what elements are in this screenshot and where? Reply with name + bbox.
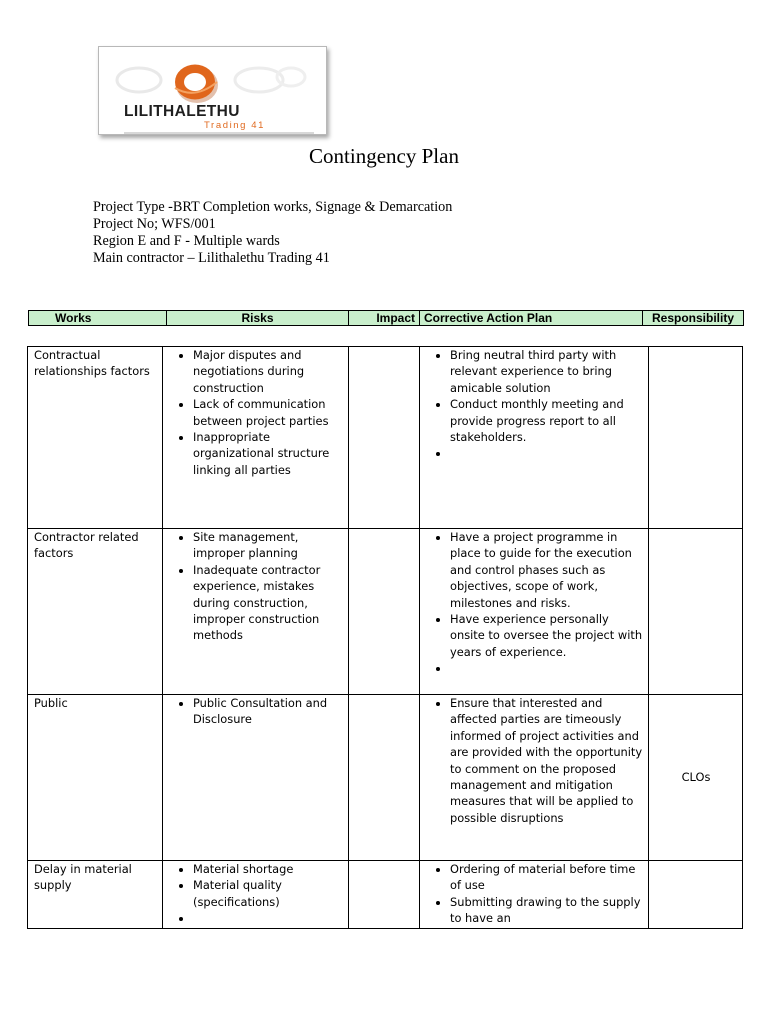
header-works: Works bbox=[29, 311, 167, 326]
table-header bbox=[28, 310, 744, 326]
risk-item: • Inadequate contractor experience, mistakes during construction, improper construction methods bbox=[193, 562, 343, 644]
works-cell: Public bbox=[28, 695, 163, 861]
header-impact: Impact bbox=[349, 311, 420, 326]
risks-cell bbox=[163, 695, 349, 861]
risk-item bbox=[193, 910, 343, 926]
impact-cell bbox=[349, 347, 420, 529]
table-row bbox=[28, 695, 743, 861]
risk-item: • Material shortage bbox=[193, 861, 343, 877]
region-line: Region E and F - Multiple wards bbox=[93, 233, 280, 249]
action-item: • Conduct monthly meeting and provide progress report to all stakeholders. bbox=[450, 396, 643, 445]
table-row bbox=[28, 861, 743, 929]
works-cell: Contractor related factors bbox=[28, 529, 163, 695]
risk-item: • Major disputes and negotiations during construction bbox=[193, 347, 343, 396]
action-item bbox=[450, 660, 643, 676]
contingency-table bbox=[27, 346, 743, 929]
risks-cell bbox=[163, 861, 349, 929]
impact-cell bbox=[349, 695, 420, 861]
risk-item: • Public Consultation and Disclosure bbox=[193, 695, 343, 728]
table-row bbox=[28, 347, 743, 529]
action-item: • Ensure that interested and affected parties are timeously informed of project activities and are provided with the opportunity to comment on the proposed management and mitigation measures that will be applied to possible disruptions bbox=[450, 695, 643, 826]
works-cell: Delay in material supply bbox=[28, 861, 163, 929]
impact-cell bbox=[349, 861, 420, 929]
action-item: • Submitting drawing to the supply to have an bbox=[450, 894, 643, 927]
actions-cell bbox=[420, 695, 649, 861]
action-item: • Have a project programme in place to guide for the execution and control phases such as objectives, scope of work, milestones and risks. bbox=[450, 529, 643, 611]
project-info bbox=[93, 199, 452, 267]
impact-cell bbox=[349, 529, 420, 695]
main-contractor-line: Main contractor – Lilithalethu Trading 41 bbox=[93, 250, 330, 266]
risks-cell bbox=[163, 347, 349, 529]
responsibility-cell bbox=[649, 861, 743, 929]
action-item: • Have experience personally onsite to oversee the project with years of experience. bbox=[450, 611, 643, 660]
header-responsibility: Responsibility bbox=[643, 311, 744, 326]
responsibility-cell bbox=[649, 347, 743, 529]
header-risks: Risks bbox=[167, 311, 349, 326]
risk-item: • Material quality (specifications) bbox=[193, 877, 343, 910]
actions-cell bbox=[420, 861, 649, 929]
risks-cell bbox=[163, 529, 349, 695]
works-cell: Contractual relationships factors bbox=[28, 347, 163, 529]
company-logo bbox=[98, 46, 327, 135]
action-item: • Bring neutral third party with relevant experience to bring amicable solution bbox=[450, 347, 643, 396]
action-item: • Ordering of material before time of use bbox=[450, 861, 643, 894]
header-corrective-action-plan: Corrective Action Plan bbox=[420, 311, 643, 326]
risk-item: • Site management, improper planning bbox=[193, 529, 343, 562]
project-number-line: Project No; WFS/001 bbox=[93, 216, 216, 232]
document-title: Contingency Plan bbox=[309, 144, 459, 168]
responsibility-cell bbox=[649, 529, 743, 695]
actions-cell bbox=[420, 347, 649, 529]
actions-cell bbox=[420, 529, 649, 695]
table-row bbox=[28, 529, 743, 695]
risk-item: • Lack of communication between project parties bbox=[193, 396, 343, 429]
risk-item: • Inappropriate organizational structure linking all parties bbox=[193, 429, 343, 478]
logo-company-name: LILITHALETHU bbox=[124, 103, 240, 120]
responsibility-cell: CLOs bbox=[649, 695, 743, 861]
action-item bbox=[450, 445, 643, 461]
project-type-line: Project Type -BRT Completion works, Signage & Demarcation bbox=[93, 199, 453, 215]
logo-company-subtitle: Trading 41 bbox=[204, 120, 266, 131]
